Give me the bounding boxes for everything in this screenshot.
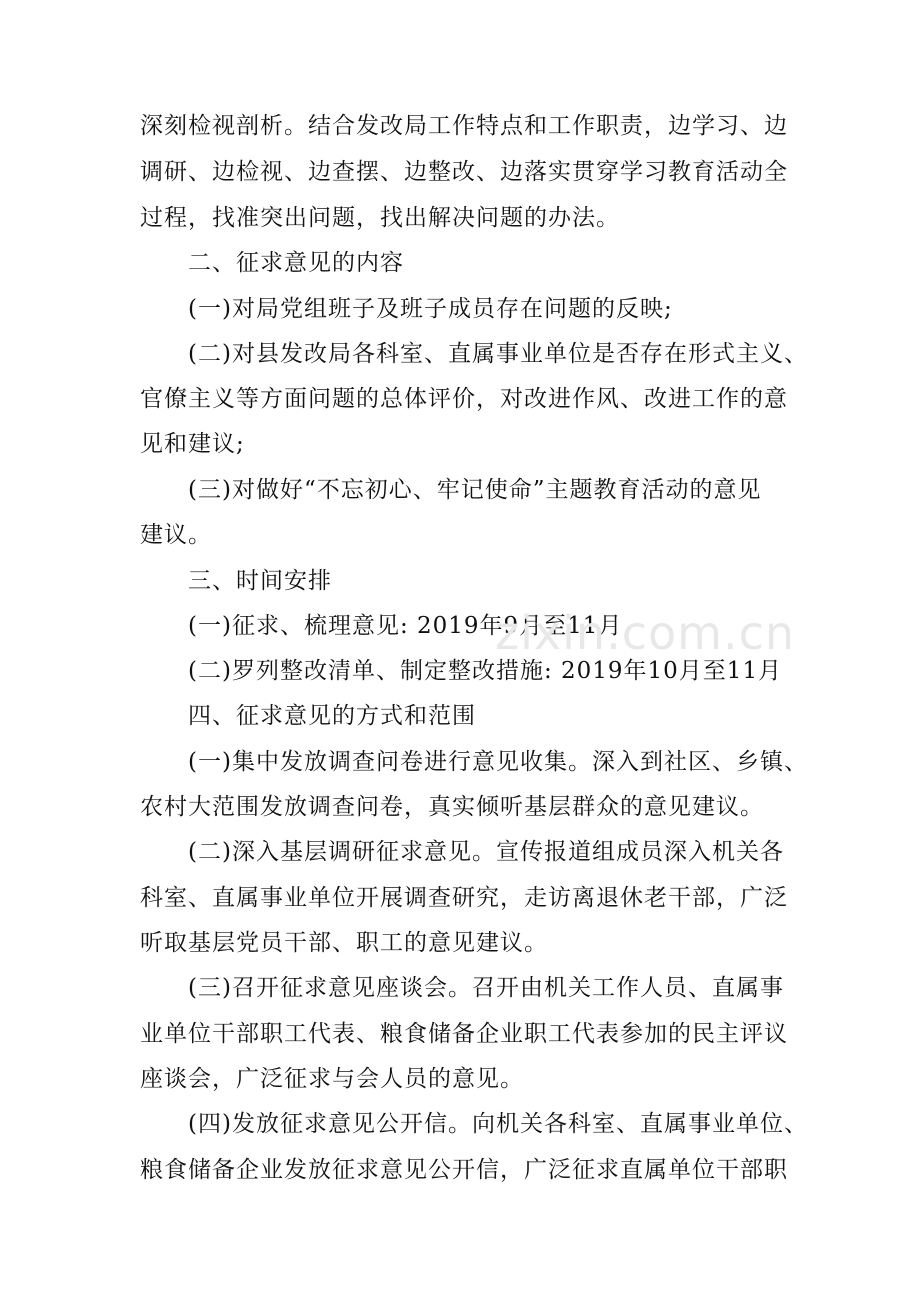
list-item: (三)对做好“不忘初心、牢记使命”主题教育活动的意见 — [188, 477, 762, 503]
body-text-line: 调研、边检视、边查摆、边整改、边落实贯穿学习教育活动全 — [140, 159, 788, 185]
list-item: (一)对局党组班子及班子成员存在问题的反映; — [188, 296, 673, 322]
list-item: (二)深入基层调研征求意见。宣传报道组成员深入机关各 — [188, 839, 784, 865]
body-text-line: 座谈会，广泛征求与会人员的意见。 — [140, 1066, 524, 1092]
body-text-line: 过程，找准突出问题，找出解决问题的办法。 — [140, 205, 620, 231]
body-text-line: 科室、直属事业单位开展调查研究，走访离退休老干部，广泛 — [140, 885, 788, 911]
list-item: (二)罗列整改清单、制定整改措施: 2019年10月至11月 — [188, 658, 783, 684]
section-heading: 二、征求意见的内容 — [188, 250, 404, 276]
body-text-line: 农村大范围发放调查问卷，真实倾听基层群众的意见建议。 — [140, 794, 764, 820]
body-text-line: 建议。 — [140, 522, 212, 548]
section-heading: 四、征求意见的方式和范围 — [188, 703, 476, 729]
list-item: (四)发放征求意见公开信。向机关各科室、直属事业单位、 — [188, 1111, 808, 1137]
list-item: (一)征求、梳理意见: 2019年9月至11月 — [188, 613, 623, 639]
body-text-line: 深刻检视剖析。结合发改局工作特点和工作职责，边学习、边 — [140, 113, 788, 139]
body-text-line: 听取基层党员干部、职工的意见建议。 — [140, 930, 548, 956]
body-text-line: 粮食储备企业发放征求意见公开信，广泛征求直属单位干部职 — [140, 1157, 788, 1183]
list-item: (一)集中发放调查问卷进行意见收集。深入到社区、乡镇、 — [188, 749, 808, 775]
watermark: zixin.com.cn — [495, 606, 796, 660]
list-item: (二)对县发改局各科室、直属事业单位是否存在形式主义、 — [188, 341, 808, 367]
body-text-line: 见和建议; — [140, 431, 245, 457]
section-heading: 三、时间安排 — [188, 568, 332, 594]
body-text-line: 业单位干部职工代表、粮食储备企业职工代表参加的民主评议 — [140, 1021, 788, 1047]
body-text-line: 官僚主义等方面问题的总体评价，对改进作风、改进工作的意 — [140, 386, 788, 412]
list-item: (三)召开征求意见座谈会。召开由机关工作人员、直属事 — [188, 975, 784, 1001]
